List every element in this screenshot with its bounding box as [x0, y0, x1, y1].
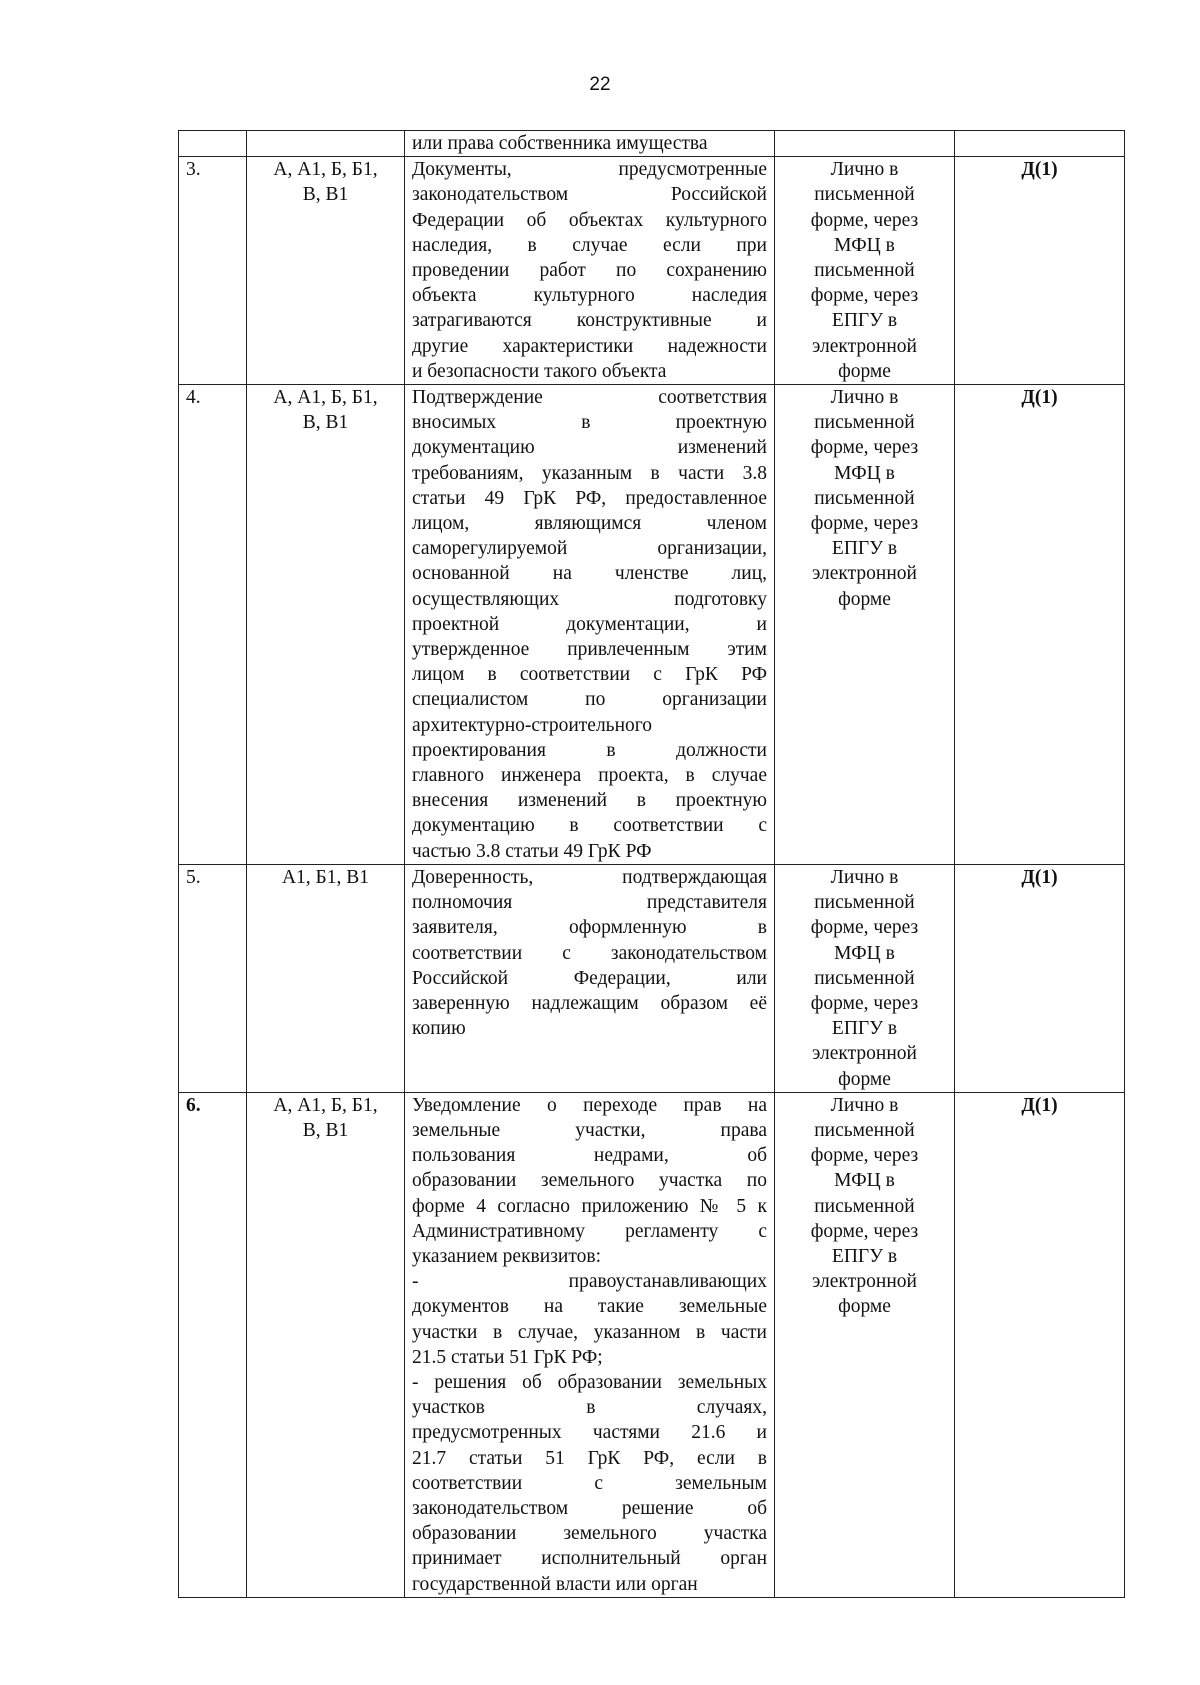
submission-way-line: форме, через — [810, 513, 919, 535]
submission-way-cell — [775, 157, 955, 385]
document-line: Подтверждение соответствия — [412, 387, 767, 409]
submission-way-line: письменной — [814, 967, 915, 989]
document-line: государственной власти или орган — [412, 1573, 698, 1595]
document-cell — [405, 385, 775, 865]
submission-way-line: ЕПГУ в — [831, 310, 898, 332]
submission-way-line: письменной — [814, 1119, 915, 1141]
submission-way-line: ЕПГУ в — [831, 538, 898, 560]
submission-way-line: форме — [838, 1068, 891, 1090]
table-row — [179, 1092, 1125, 1597]
document-cell — [405, 131, 775, 157]
document-line: Документы, предусмотренные — [412, 159, 767, 181]
document-line: участков в случаях, — [412, 1397, 767, 1419]
document-line: основанной на членстве лиц, — [412, 563, 767, 585]
category-line: А, А1, Б, Б1, — [273, 159, 378, 181]
document-line: статьи 49 ГрК РФ, предоставленное — [412, 487, 767, 509]
document-line: участки в случае, указанном в части — [412, 1321, 767, 1343]
submission-way-line: форме, через — [810, 1220, 919, 1242]
category-line: А, А1, Б, Б1, — [273, 1094, 378, 1116]
page-number: 22 — [589, 74, 611, 95]
submission-way-line: письменной — [814, 1195, 915, 1217]
category-cell — [247, 1092, 405, 1597]
num-cell: 3. — [179, 157, 247, 385]
category-cell — [247, 131, 405, 157]
document-line: - правоустанавливающих — [412, 1271, 767, 1293]
document-line: образовании земельного участка по — [412, 1170, 767, 1192]
document-line: форме 4 согласно приложению № 5 к — [412, 1195, 767, 1217]
document-line: соответствии с законодательством — [412, 942, 767, 964]
submission-way-line: электронной — [812, 1271, 917, 1293]
submission-way-line: Лично в — [830, 1094, 899, 1116]
category-line: А1, Б1, В1 — [281, 866, 370, 888]
document-cell — [405, 864, 775, 1092]
submission-way-line: письменной — [814, 184, 915, 206]
submission-way-line: письменной — [814, 260, 915, 282]
document-line: требованиям, указанным в части 3.8 — [412, 462, 767, 484]
submission-way-line: электронной — [812, 1043, 917, 1065]
document-line: указанием реквизитов: — [412, 1245, 601, 1267]
document-line: копию — [412, 1018, 466, 1040]
submission-way-line: электронной — [812, 563, 917, 585]
document-line: документацию в соответствии с — [412, 815, 767, 837]
document-line: - решения об образовании земельных — [412, 1371, 767, 1393]
submission-way-line: форме, через — [810, 1145, 919, 1167]
document-line: специалистом по организации — [412, 689, 767, 711]
submission-way-line: форме — [838, 1296, 891, 1318]
document-line: документацию изменений — [412, 437, 767, 459]
submission-way-line: ЕПГУ в — [831, 1245, 898, 1267]
num-cell: 5. — [179, 864, 247, 1092]
submission-way-line: МФЦ в — [834, 942, 895, 964]
document-line: частью 3.8 статьи 49 ГрК РФ — [412, 840, 652, 862]
submission-way-line: форме — [838, 588, 891, 610]
document-line: законодательством решение об — [412, 1497, 767, 1519]
document-line: утвержденное привлеченным этим — [412, 639, 767, 661]
document-line: проведении работ по сохранению — [412, 260, 767, 282]
document-line: принимает исполнительный орган — [412, 1548, 767, 1570]
document-line: заверенную надлежащим образом её — [412, 992, 767, 1014]
code-cell — [955, 131, 1125, 157]
document-line: Федерации об объектах культурного — [412, 209, 767, 231]
document-line: проектирования в должности — [412, 739, 767, 761]
submission-way-line: электронной — [812, 335, 917, 357]
document-line: осуществляющих подготовку — [412, 588, 767, 610]
category-cell — [247, 157, 405, 385]
document-cell — [405, 1092, 775, 1597]
submission-way-line: ЕПГУ в — [831, 1018, 898, 1040]
document-line: затрагиваются конструктивные и — [412, 310, 767, 332]
document-line: пользования недрами, об — [412, 1145, 767, 1167]
submission-way-cell — [775, 864, 955, 1092]
document-line: или права собственника имущества — [412, 133, 708, 154]
document-line: наследия, в случае если при — [412, 234, 767, 256]
table-row — [179, 864, 1125, 1092]
category-cell — [247, 864, 405, 1092]
submission-way-line: Лично в — [830, 387, 899, 409]
submission-way-line: форме, через — [810, 992, 919, 1014]
submission-way-line: письменной — [814, 412, 915, 434]
submission-way-line: письменной — [814, 892, 915, 914]
category-line: В, В1 — [302, 412, 349, 434]
document-line: 21.5 статьи 51 ГрК РФ; — [412, 1346, 603, 1368]
document-line: главного инженера проекта, в случае — [412, 765, 767, 787]
document-line: Уведомление о переходе прав на — [412, 1094, 767, 1116]
submission-way-line: Лично в — [830, 159, 899, 181]
submission-way-line: письменной — [814, 487, 915, 509]
documents-table — [178, 130, 1125, 1598]
document-line: соответствии с земельным — [412, 1472, 767, 1494]
document-line: Российской Федерации, или — [412, 967, 767, 989]
document-line: заявителя, оформленную в — [412, 917, 767, 939]
submission-way-line: форме, через — [810, 209, 919, 231]
num-cell: 4. — [179, 385, 247, 865]
document-code-cell: Д(1) — [955, 385, 1125, 865]
document-code-cell: Д(1) — [955, 157, 1125, 385]
category-line: В, В1 — [302, 184, 349, 206]
document-line: другие характеристики надежности — [412, 335, 767, 357]
document-code-cell: Д(1) — [955, 864, 1125, 1092]
submission-way-cell — [775, 385, 955, 865]
category-cell — [247, 385, 405, 865]
document-cell — [405, 157, 775, 385]
document-line: объекта культурного наследия — [412, 285, 767, 307]
document-line: документов на такие земельные — [412, 1296, 767, 1318]
document-line: предусмотренных частями 21.6 и — [412, 1422, 767, 1444]
document-code-cell: Д(1) — [955, 1092, 1125, 1597]
document-line: Административному регламенту с — [412, 1220, 767, 1242]
document-line: образовании земельного участка — [412, 1523, 767, 1545]
submission-way-line: форме, через — [810, 917, 919, 939]
table-row — [179, 385, 1125, 865]
document-line: Доверенность, подтверждающая — [412, 866, 767, 888]
document-line: полномочия представителя — [412, 892, 767, 914]
document-line: внесения изменений в проектную — [412, 790, 767, 812]
submission-way-line: форме — [838, 360, 891, 382]
document-line: архитектурно-строительного — [412, 714, 653, 736]
table-row — [179, 157, 1125, 385]
submission-way-line: форме, через — [810, 285, 919, 307]
way-cell — [775, 131, 955, 157]
category-line: А, А1, Б, Б1, — [273, 387, 378, 409]
document-line: вносимых в проектную — [412, 412, 767, 434]
submission-way-line: МФЦ в — [834, 462, 895, 484]
submission-way-cell — [775, 1092, 955, 1597]
document-line: саморегулируемой организации, — [412, 538, 767, 560]
num-cell — [179, 131, 247, 157]
document-line: лицом, являющимся членом — [412, 513, 767, 535]
submission-way-line: МФЦ в — [834, 234, 895, 256]
document-line: и безопасности такого объекта — [412, 360, 667, 382]
document-line: земельные участки, права — [412, 1119, 767, 1141]
submission-way-line: МФЦ в — [834, 1170, 895, 1192]
submission-way-line: форме, через — [810, 437, 919, 459]
num-cell: 6. — [179, 1092, 247, 1597]
table-row-continuation — [179, 131, 1125, 157]
document-line: проектной документации, и — [412, 613, 767, 635]
document-line: 21.7 статьи 51 ГрК РФ, если в — [412, 1447, 767, 1469]
document-line: лицом в соответствии с ГрК РФ — [412, 664, 767, 686]
submission-way-line: Лично в — [830, 866, 899, 888]
category-line: В, В1 — [302, 1119, 349, 1141]
document-line: законодательством Российской — [412, 184, 767, 206]
